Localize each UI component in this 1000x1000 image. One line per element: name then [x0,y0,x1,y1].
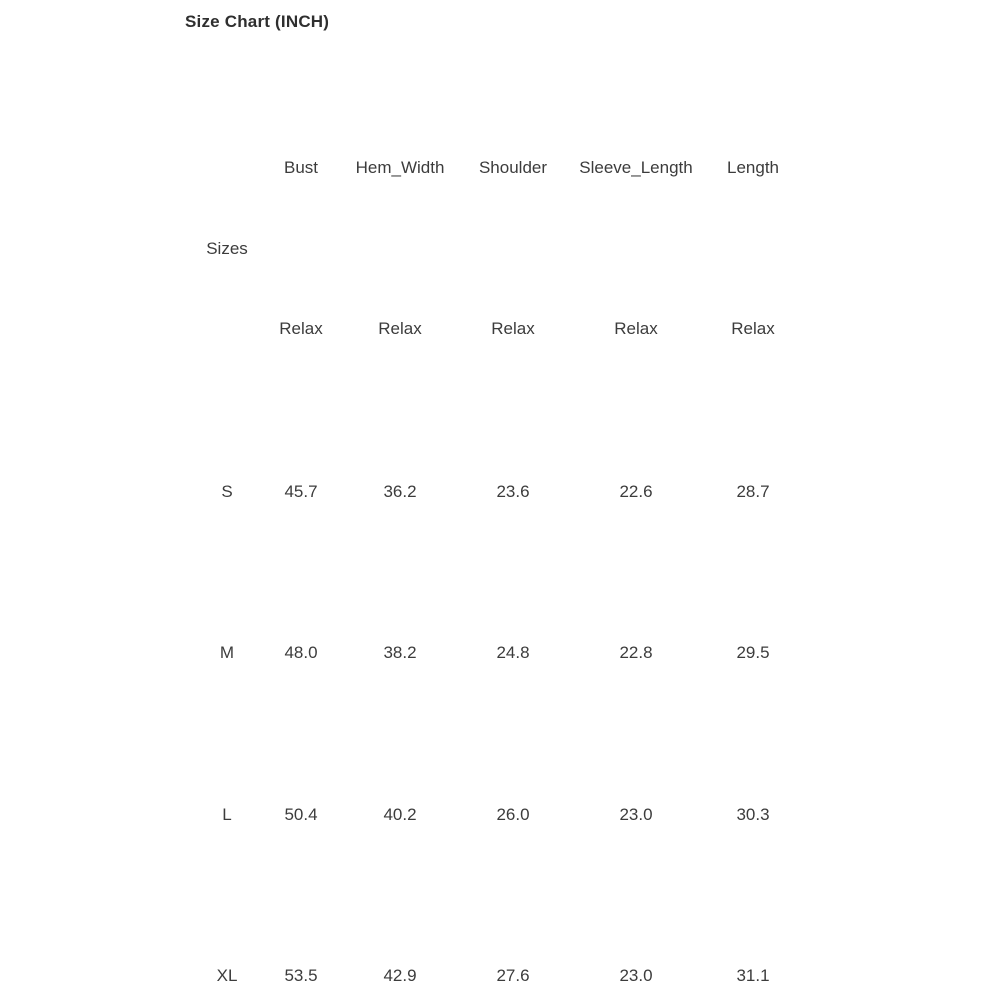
measurement-m-sleeve-length: 22.8 [619,643,653,662]
size-chart-title: Size Chart (INCH) [185,12,330,31]
fit-cell-shoulder: Relax [491,319,535,338]
measurement-l-sleeve-length: 23.0 [619,805,653,824]
size-row-label-l: L [222,805,232,824]
fit-cell-hem-width: Relax [378,319,422,338]
fit-cell-sleeve-length: Relax [614,319,658,338]
measurement-l-length: 30.3 [736,805,770,824]
index-name-label: Sizes [206,239,248,258]
column-header-sleeve-length: Sleeve_Length [579,158,693,177]
size-row-label-m: M [219,643,235,662]
measurement-m-length: 29.5 [736,643,770,662]
fit-cell-bust: Relax [279,319,323,338]
column-header-hem-width: Hem_Width [355,158,445,177]
measurement-xl-hem-width: 42.9 [383,966,417,985]
measurement-m-hem-width: 38.2 [383,643,417,662]
measurement-l-hem-width: 40.2 [383,805,417,824]
size-row-label-xl: XL [216,966,238,985]
measurement-s-sleeve-length: 22.6 [619,482,653,501]
measurement-xl-sleeve-length: 23.0 [619,966,653,985]
size-row-label-s: S [221,482,233,501]
measurement-s-length: 28.7 [736,482,770,501]
measurement-s-hem-width: 36.2 [383,482,417,501]
measurement-m-bust: 48.0 [284,643,318,662]
column-header-shoulder: Shoulder [478,158,548,177]
measurement-xl-shoulder: 27.6 [496,966,530,985]
measurement-l-bust: 50.4 [284,805,318,824]
measurement-xl-bust: 53.5 [284,966,318,985]
measurement-s-bust: 45.7 [284,482,318,501]
column-header-length: Length [727,158,779,177]
measurement-m-shoulder: 24.8 [496,643,530,662]
measurement-xl-length: 31.1 [736,966,770,985]
fit-cell-length: Relax [731,319,775,338]
measurement-s-shoulder: 23.6 [496,482,530,501]
measurement-l-shoulder: 26.0 [496,805,530,824]
column-header-bust: Bust [283,158,319,177]
